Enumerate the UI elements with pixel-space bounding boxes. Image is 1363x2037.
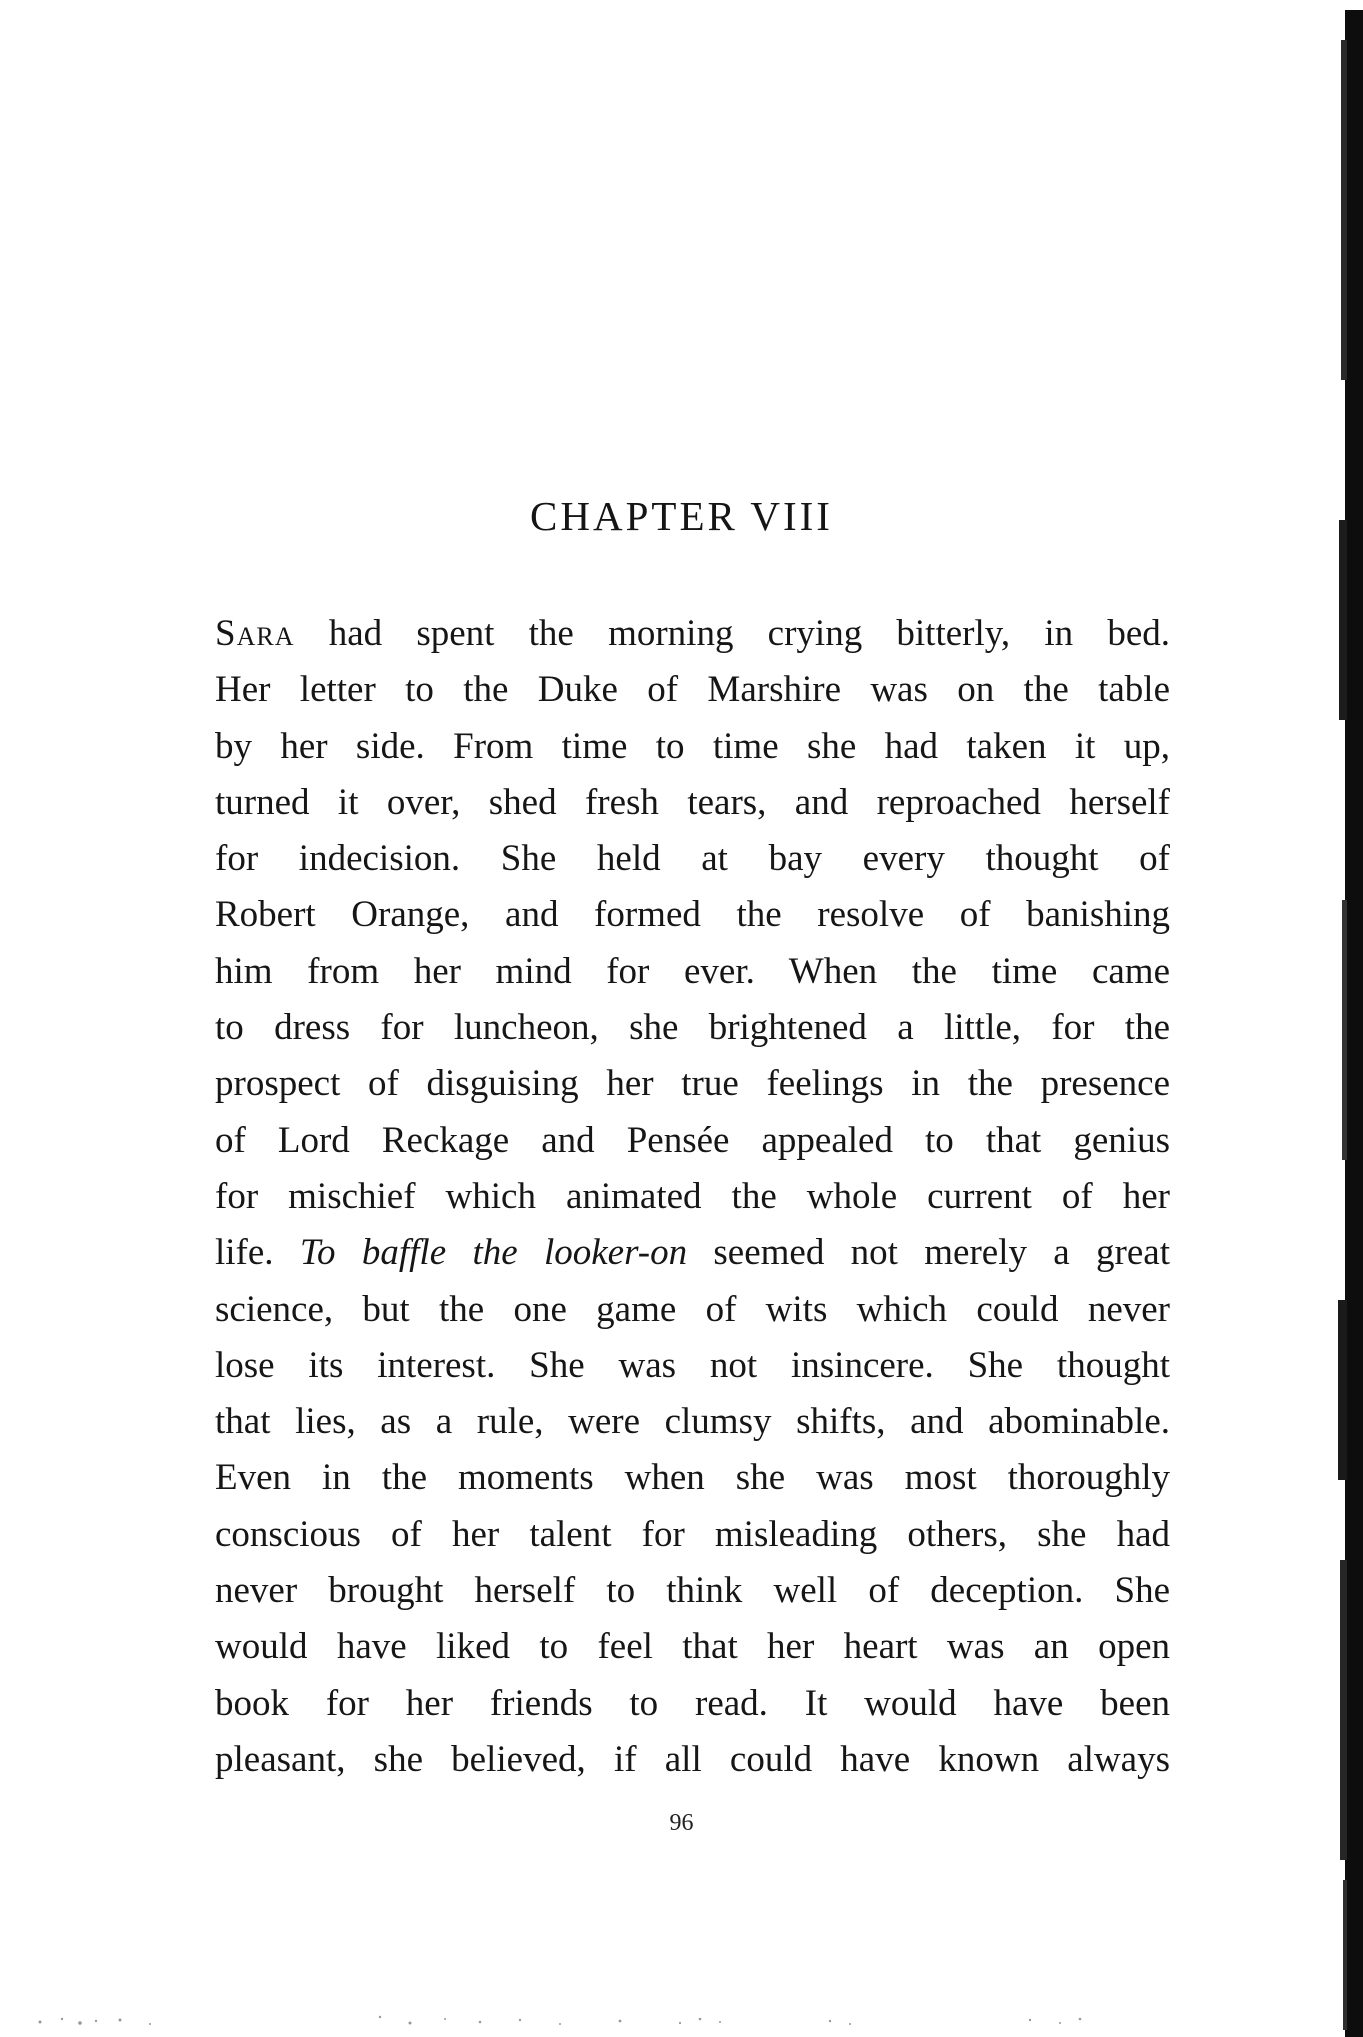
text-line-17: conscious of her talent for misleading others, she had xyxy=(215,1513,1170,1555)
text-line-10: of Lord Reckage and Pensée appealed to that genius xyxy=(215,1119,1170,1161)
text-line-1: Sara had spent the morning crying bitterly, in bed. xyxy=(215,613,1170,654)
body-text xyxy=(215,606,1170,1788)
text-line-8: to dress for luncheon, she brightened a little, for the xyxy=(215,1007,1170,1049)
text-line-12: life. To baffle the looker-on seemed not merely a great xyxy=(215,1232,1170,1274)
text-line-20: book for her friends to read. It would have been xyxy=(215,1682,1170,1724)
italic-phrase: To baffle the looker-on xyxy=(299,1232,688,1274)
binding-edge-shadow xyxy=(1333,0,1363,2037)
text-line-14: lose its interest. She was not insincere. She thought xyxy=(215,1344,1170,1386)
bottom-edge-specks xyxy=(0,1977,1363,2037)
page-number: 96 xyxy=(669,1810,694,1836)
text-line-11: for mischief which animated the whole current of her xyxy=(215,1175,1170,1217)
text-line-4: turned it over, shed fresh tears, and reproached herself xyxy=(215,781,1170,823)
text-line-2: Her letter to the Duke of Marshire was on the table xyxy=(215,669,1170,711)
text-line-16: Even in the moments when she was most thoroughly xyxy=(215,1457,1170,1499)
text-line-18: never brought herself to think well of deception. She xyxy=(215,1570,1170,1612)
drop-name-smallcaps: Sara xyxy=(215,613,295,654)
text-line-15: that lies, as a rule, were clumsy shifts, and abominable. xyxy=(215,1401,1170,1443)
text-line-5: for indecision. She held at bay every thought of xyxy=(215,838,1170,880)
text-line-19: would have liked to feel that her heart was an open xyxy=(215,1626,1170,1668)
text-line-6: Robert Orange, and formed the resolve of banishing xyxy=(215,894,1170,936)
text-line-3: by her side. From time to time she had taken it up, xyxy=(215,725,1170,767)
chapter-heading: CHAPTER VIII xyxy=(530,493,833,539)
text-line-9: prospect of disguising her true feelings in the presence xyxy=(215,1063,1170,1105)
text-line-21: pleasant, she believed, if all could have known always xyxy=(215,1738,1170,1780)
text-line-13: science, but the one game of wits which could never xyxy=(215,1288,1170,1330)
text-line-7: him from her mind for ever. When the time came xyxy=(215,950,1170,992)
